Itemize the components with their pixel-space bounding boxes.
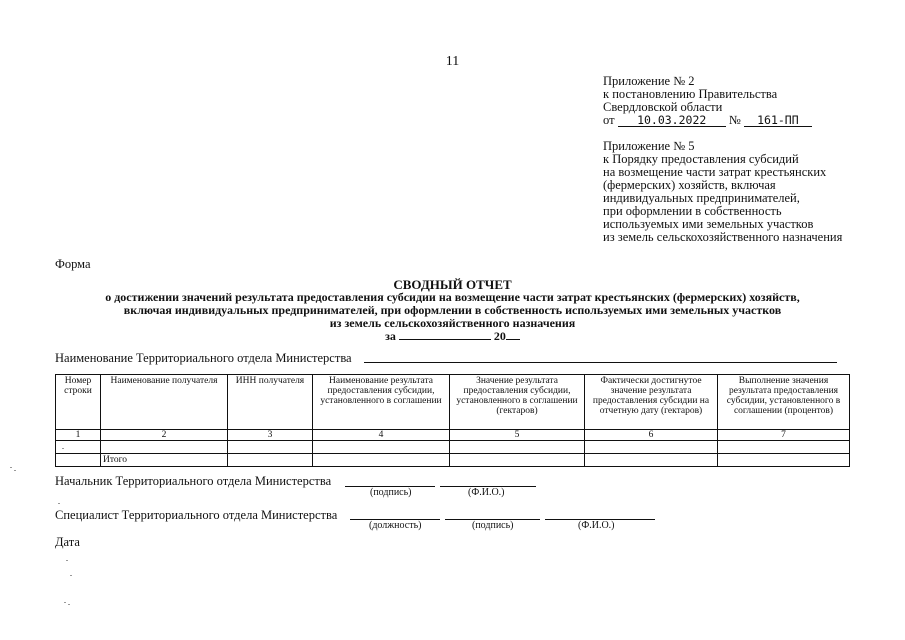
specialist-signature-label: Специалист Территориального отдела Министерства	[55, 508, 338, 522]
decree-date: 10.03.2022	[618, 114, 726, 127]
territorial-department-label: Наименование Территориального отдела Министерства	[55, 351, 352, 365]
period-prefix: за	[385, 329, 396, 343]
table-cell	[228, 454, 313, 467]
appendix-5-line: (фермерских) хозяйств, включая	[603, 178, 776, 192]
appendix-5-line: при оформлении в собственность	[603, 204, 782, 218]
scan-speck	[66, 560, 68, 561]
subtitle-line: включая индивидуальных предпринимателей, при оформлении в собственность используемых ими земельных участков	[123, 303, 782, 317]
appendix-5-line: к Порядку предоставления субсидий	[603, 152, 799, 166]
appendix-5-line: Приложение № 5	[603, 139, 695, 153]
column-number: 3	[228, 430, 313, 441]
appendix-2-line: Приложение № 2	[603, 74, 695, 88]
table-cell	[313, 454, 450, 467]
table-cell	[56, 441, 101, 454]
column-number-row	[56, 430, 850, 441]
form-label: Форма	[55, 257, 91, 271]
scan-speck	[68, 604, 70, 605]
head-signature-caption: (подпись)	[370, 487, 412, 498]
page-number: 11	[445, 54, 460, 69]
table-row	[56, 441, 850, 454]
table-cell	[450, 441, 585, 454]
from-label: от	[603, 113, 615, 127]
table-header-row	[56, 375, 850, 430]
header-cell: Наименование результата предоставления субсидии, установленного в соглашении	[313, 375, 450, 430]
specialist-signature-caption: (подпись)	[472, 520, 514, 531]
head-signature-label: Начальник Территориального отдела Министерства	[55, 474, 332, 488]
column-number: 1	[56, 430, 101, 441]
appendix-2-ref-line	[603, 114, 812, 127]
subtitle-line: о достижении значений результата предоставления субсидии на возмещение части затрат крестьянских (фермерских) хозяйств,	[105, 290, 800, 304]
date-label: Дата	[55, 535, 80, 549]
period-blank	[399, 329, 491, 340]
header-cell: Фактически достигнутое значение результата предоставления субсидии на отчетную дату (гектаров)	[585, 375, 718, 430]
appendix-5-block	[603, 140, 842, 244]
header-cell: Выполнение значения результата предоставления субсидии, установленного в соглашении (процентов)	[718, 375, 850, 430]
table-cell	[718, 441, 850, 454]
report-subtitle	[0, 291, 905, 330]
table-cell	[718, 454, 850, 467]
header-cell: Наименование получателя	[101, 375, 228, 430]
appendix-2-block	[603, 75, 812, 127]
subtitle-line: из земель сельскохозяйственного назначения	[329, 316, 576, 330]
table-cell	[101, 441, 228, 454]
scan-speck	[70, 575, 72, 576]
column-number: 2	[101, 430, 228, 441]
scan-speck	[62, 448, 64, 449]
scan-speck	[64, 602, 66, 603]
appendix-5-line: используемых ими земельных участков	[603, 217, 814, 231]
year-blank	[506, 329, 520, 340]
column-number: 5	[450, 430, 585, 441]
territorial-department-field	[364, 362, 837, 363]
specialist-name-caption: (Ф.И.О.)	[578, 520, 615, 531]
appendix-2-line: к постановлению Правительства	[603, 87, 778, 101]
total-label: Итого	[101, 454, 228, 467]
table-cell	[313, 441, 450, 454]
header-cell: Номер строки	[56, 375, 101, 430]
appendix-5-line: из земель сельскохозяйственного назначения	[603, 230, 843, 244]
table-cell	[450, 454, 585, 467]
scan-speck	[10, 467, 12, 468]
table-cell	[585, 441, 718, 454]
header-cell: Значение результата предоставления субсидии, установленного в соглашении (гектаров)	[450, 375, 585, 430]
scan-speck	[14, 470, 16, 471]
report-table	[55, 374, 850, 467]
column-number: 7	[718, 430, 850, 441]
appendix-2-line: Свердловской области	[603, 100, 723, 114]
total-row	[56, 454, 850, 467]
table-cell	[585, 454, 718, 467]
table-cell	[228, 441, 313, 454]
number-label: №	[728, 113, 741, 127]
appendix-5-line: индивидуальных предпринимателей,	[603, 191, 800, 205]
report-title: СВОДНЫЙ ОТЧЕТ	[393, 277, 512, 292]
decree-number: 161-ПП	[744, 114, 812, 127]
header-cell: ИНН получателя	[228, 375, 313, 430]
table-cell	[56, 454, 101, 467]
column-number: 6	[585, 430, 718, 441]
appendix-5-line: на возмещение части затрат крестьянских	[603, 165, 827, 179]
column-number: 4	[313, 430, 450, 441]
head-name-caption: (Ф.И.О.)	[468, 487, 505, 498]
report-period	[0, 329, 905, 344]
scan-speck	[58, 503, 60, 504]
specialist-position-caption: (должность)	[369, 520, 422, 531]
period-year: 20	[493, 329, 506, 343]
